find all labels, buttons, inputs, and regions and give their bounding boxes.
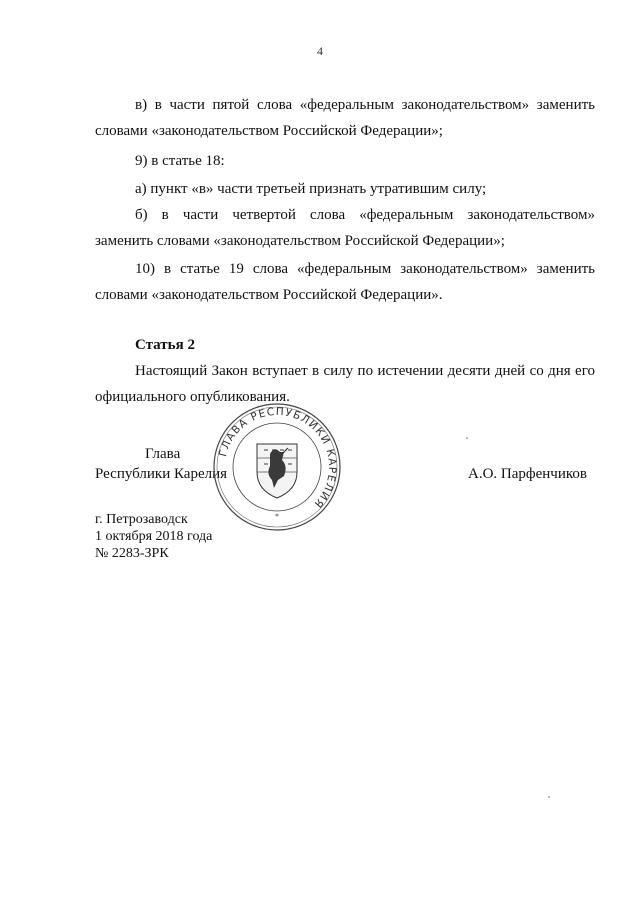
coat-of-arms-icon <box>257 444 297 498</box>
footer-number: № 2283-ЗРК <box>95 546 169 561</box>
paragraph-amend-b: б) в части четвертой слова «федеральным законодательством» заменить словами «законодательством Российской Федерации»; <box>95 207 595 249</box>
footer-city: г. Петрозаводск <box>95 512 188 527</box>
article-text: Настоящий Закон вступает в силу по истечении десяти дней со дня его официального опубликования. <box>95 363 595 405</box>
paragraph-item-9: 9) в статье 18: <box>135 153 225 169</box>
article-heading: Статья 2 <box>135 337 195 353</box>
signature-name: А.О. Парфенчиков <box>468 466 587 482</box>
paragraph-amend-v: в) в части пятой слова «федеральным законодательством» заменить словами «законодательством Российской Федерации»; <box>95 97 595 139</box>
page-number: 4 <box>317 44 323 58</box>
signature-title-line1: Глава <box>145 446 181 462</box>
official-seal-icon <box>212 402 342 532</box>
svg-text:*: * <box>275 512 279 521</box>
paragraph-amend-a: а) пункт «в» части третьей признать утратившим силу; <box>135 181 487 197</box>
seal-text: ГЛАВА РЕСПУБЛИКИ КАРЕЛИЯ <box>217 405 339 511</box>
footer-date: 1 октября 2018 года <box>95 529 213 544</box>
scan-speck <box>466 437 468 439</box>
paragraph-item-10: 10) в статье 19 слова «федеральным законодательством» заменить словами «законодательством Российской Федерации». <box>95 261 595 303</box>
scan-speck <box>548 796 550 798</box>
signature-title-line2: Республики Карелия <box>95 466 228 482</box>
